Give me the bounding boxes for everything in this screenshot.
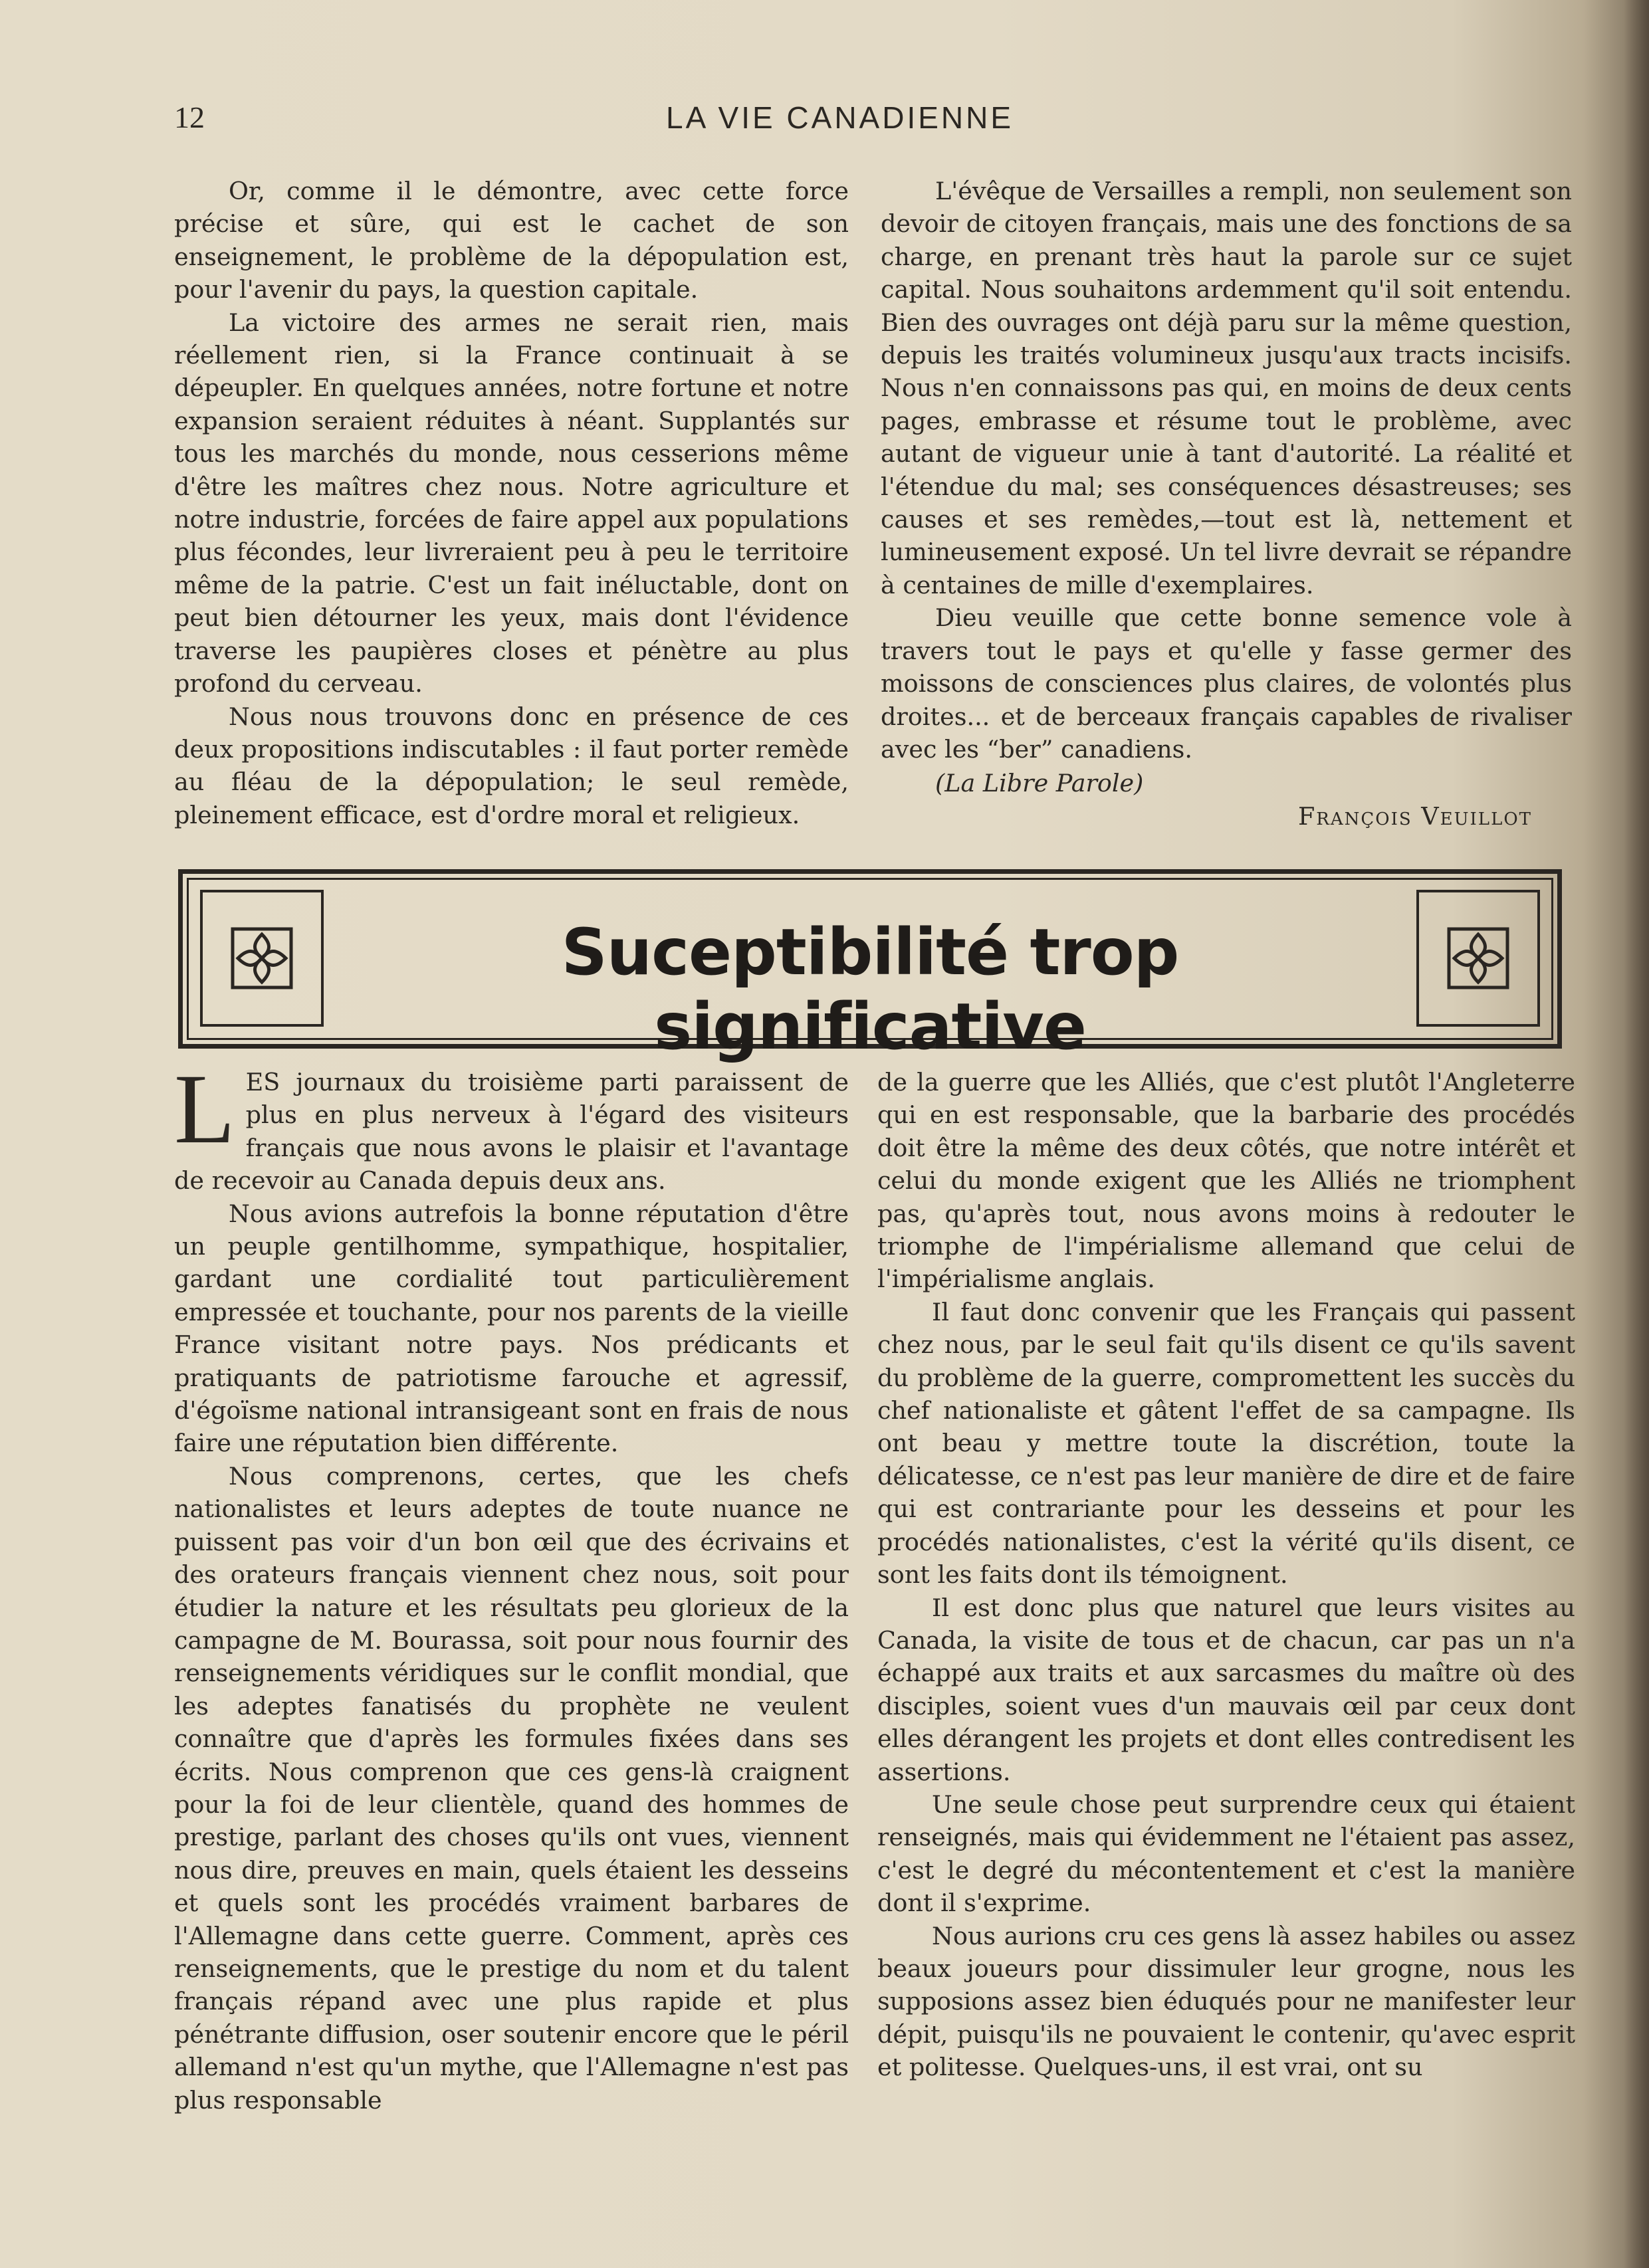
article-source: (La Libre Parole): [935, 769, 1144, 798]
running-header: [174, 100, 1503, 146]
paragraph-text: ES journaux du troisième parti paraissent de plus en plus nerveux à l'égard des visiteurs français que nous avons le plaisir et l'avantage de recevoir au Canada depuis deux ans.: [174, 1068, 849, 1195]
article-title: Suceptibilité trop significative: [561, 915, 1179, 1064]
article2-column-left: [174, 1054, 849, 2116]
paragraph: Nous aurions cru ces gens là assez habiles ou assez beaux joueurs pour dissimuler leur grogne, nous les supposions assez bien éduqués pour ne manifester leur dépit, puisqu'ils ne pouvaient le contenir, qu'avec esprit et politesse. Quelques-uns, il est vrai, ont su: [877, 1921, 1575, 2082]
ornament-right: [1416, 890, 1540, 1027]
article2-column-right: [877, 1066, 1575, 2084]
fleuron-icon: [1446, 926, 1510, 990]
paragraph: Or, comme il le démontre, avec cette force précise et sûre, qui est le cachet de son enseignement, le problème de la dépopulation est, pour l'avenir du pays, la question capitale.: [174, 177, 849, 304]
article1-column-left: [174, 175, 849, 831]
paragraph: Nous nous trouvons donc en présence de ces deux propositions indiscutables : il faut porter remède au fléau de la dépopulation; le seul remède, pleinement efficace, est d'ordre moral et religieux.: [174, 702, 849, 829]
page-number: 12: [174, 100, 205, 134]
fleuron-icon: [230, 926, 294, 990]
paragraph: Dieu veuille que cette bonne semence vole à travers tout le pays et qu'elle y fasse germer des moissons de consciences plus claires, de volontés plus droites... et de berceaux français capables de rivaliser avec les “ber” canadiens.: [881, 603, 1572, 764]
paragraph: La victoire des armes ne serait rien, mais réellement rien, si la France continuait à se dépeupler. En quelques années, notre fortune et notre expansion seraient réduites à néant. Supplantés sur tous les marchés du monde, nous cesserions même d'être les maîtres chez nous. Notre agriculture et notre industrie, forcées de faire appel aux populations plus fécondes, leur livreraient peu à peu le territoire même de la patrie. C'est un fait inéluctable, dont on peut bien détourner les yeux, mais dont l'évidence traverse les paupières closes et pénètre au plus profond du cerveau.: [174, 308, 849, 698]
binding-shadow: [1624, 0, 1649, 2268]
paragraph: Nous comprenons, certes, que les chefs nationalistes et leurs adeptes de toute nuance ne puissent pas voir d'un bon œil que des écrivains et des orateurs français viennent chez nous, soit pour étudier la nature et les résultats peu glorieux de la campagne de M. Bourassa, soit pour nous fournir des renseignements véridiques sur le conflit mondial, que les adeptes fanatisés du prophète ne veulent connaître que d'après les formules fixées dans ses écrits. Nous comprenon que ces gens-là craignent pour la foi de leur clientèle, quand des hommes de prestige, parlant des choses qu'ils ont vues, viennent nous dire, preuves en main, quels étaient les desseins et quels sont les procédés vraiment barbares de l'Allemagne dans cette guerre. Comment, après ces renseignements, que le prestige du nom et du talent français répand avec une plus rapide et plus pénétrante diffusion, oser soutenir encore que le péril allemand n'est qu'un mythe, que l'Allemagne n'est pas plus responsable: [174, 1461, 849, 2114]
paragraph: L'évêque de Versailles a rempli, non seulement son devoir de citoyen français, mais une des fonctions de sa charge, en prenant très haut la parole sur ce sujet capital. Nous souhaitons ardemment qu'il soit entendu. Bien des ouvrages ont déjà paru sur la même question, depuis les traités volumineux jusqu'aux tracts incisifs. Nous n'en connaissons pas qui, en moins de deux cents pages, embrasse et résume tout le problème, avec autant de vigueur unie à tant d'autorité. La réalité et l'étendue du mal; ses conséquences désastreuses; ses causes et ses remèdes,—tout est là, nettement et lumineusement exposé. Un tel livre devrait se répandre à centaines de mille d'exemplaires.: [881, 177, 1572, 599]
article-title-banner: [178, 869, 1562, 1064]
paragraph: de la guerre que les Alliés, que c'est plutôt l'Angleterre qui en est responsable, que la barbarie des procédés doit être la même des deux côtés, que notre intérêt et celui du monde exigent que les Alliés ne triomphent pas, qu'après tout, nous avons moins à redouter le triomphe de l'impérialisme allemand que celui de l'impérialisme anglais.: [877, 1068, 1575, 1294]
paragraph: [174, 1054, 849, 1197]
author-signature: François Veuillot: [1297, 801, 1532, 831]
paragraph: Nous avions autrefois la bonne réputation d'être un peuple gentilhomme, sympathique, hospitalier, gardant une cordialité tout particulièrement empressée et touchante, pour nos parents de la vieille France visitant notre pays. Nos prédicants et pratiquants de patriotisme farouche et agressif, d'égoïsme national intransigeant sont en frais de nous faire une réputation bien différente.: [174, 1199, 849, 1458]
running-title: LA VIE CANADIENNE: [666, 100, 1014, 135]
paragraph: Il est donc plus que naturel que leurs visites au Canada, la visite de tous et de chacun, car pas un n'a échappé aux traits et aux sarcasmes du maître où des disciples, soient vues d'un mauvais œil par ceux dont elles dérangent les projets et dont elles contredisent les assertions.: [877, 1593, 1575, 1786]
paragraph: Il faut donc convenir que les Français qui passent chez nous, par le seul fait qu'ils disent ce qu'ils savent du problème de la guerre, compromettent les succès du chef nationaliste et gâtent l'effet de sa campagne. Ils ont beau y mettre toute la discrétion, toute la délicatesse, ce n'est pas leur manière de dire et de faire qui est contrariante pour les desseins et pour les procédés nationalistes, c'est la vérité qu'ils disent, ce sont les faits dont ils témoignent.: [877, 1297, 1575, 1590]
ornament-left: [200, 890, 324, 1027]
article1-column-right: [881, 175, 1572, 833]
drop-cap: L: [174, 1054, 235, 1164]
paragraph: Une seule chose peut surprendre ceux qui étaient renseignés, mais qui évidemment ne l'étaient pas assez, c'est le degré du mécontentement et c'est la manière dont il s'exprime.: [877, 1790, 1575, 1918]
